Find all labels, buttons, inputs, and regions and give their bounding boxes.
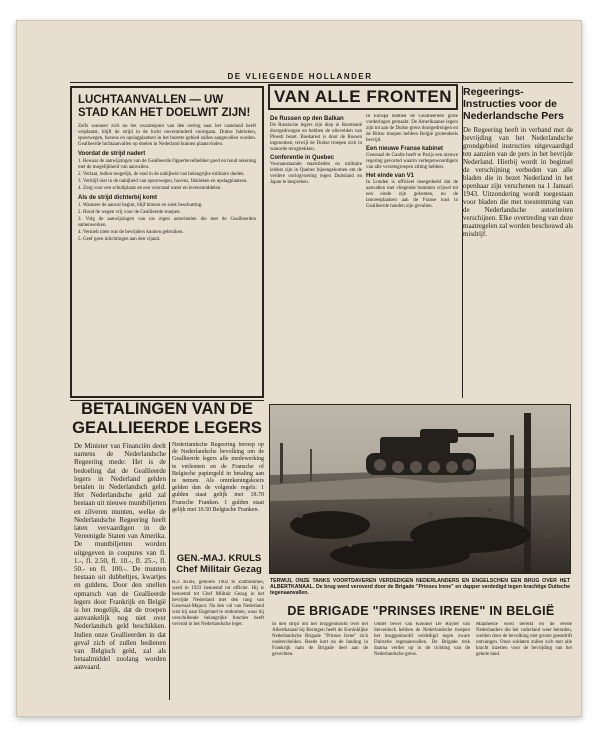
brigade-headline: DE BRIGADE "PRINSES IRENE" IN BELGIË: [287, 604, 555, 618]
tank-photo: [269, 404, 571, 574]
section2-list: [78, 203, 256, 243]
subheading: De Russen op den Balkan: [270, 116, 344, 122]
tank-photo-image: [270, 405, 571, 574]
kruls-headline: GEN.-MAJ. KRULS Chef Militair Gezag: [176, 553, 262, 575]
list-item: 2. Houd de wegen vrij voor de Geallieerde troepen.: [78, 210, 181, 215]
list-item: 1. Bewaar de aanwijzingen van de Geallieerde Opperbevelhebber goed en houd rekening met de mogelijkheid van aanvallen.: [78, 159, 256, 170]
list-item: 4. Vernielt niets wat de bevrijders kunnen gebruiken.: [78, 230, 184, 235]
list-item: 3. Volg de aanwijzingen van uw eigen autoriteiten die met de Geallieerden samenwerken.: [78, 217, 256, 228]
instructies-body: De Regeering heeft in verband met de bevrijding van het Nederlandsche grondgebied instructies uitgevaardigd ten aanzien van de pers in het bevrijde Nederland. Hierbij wordt in beginsel de verschijning verboden van alle bladen die in bezet Nederland in het openbaar zijn verschenen na 1 Januari 1943. Uitzondering wordt toegestaan voor bladen die met toestemming van de Nederlandsche autoriteiten verschijnen. Elke overtreding van deze maatregelen zal worden beschouwd als misdrijf.: [463, 126, 573, 238]
list-item: 1. Wanneer de aanval begint, blijf binnen en zoek beschutting.: [78, 203, 203, 208]
list-item: 3. Verblijf niet in de nabijheid van spoorwegen, havens, fabrieken en opslagplaatsen.: [78, 179, 248, 184]
fronten-col-1: [270, 114, 362, 400]
luchtaanvallen-headline: LUCHTAANVALLEN — UW STAD KAN HET DOELWIT ZIJN!: [78, 94, 251, 119]
photo-caption: TERWIJL ONZE TANKS VOORTDAVEREN VERDEDIGEN NEDERLANDERS EN ENGELSCHEN EEN BRUG OVER HET ALBERTKANAAL. De brug werd veroverd door de Brigade "Prinses Irene" en dapper verdedigd tegen krachtige Duitsche tegenaanvallen.: [270, 578, 570, 597]
paragraph: In Europa hebben de Geallieerden grote vorderingen gemaakt. De Amerikaanse legers zijn tot aan de Duitse grens doorgedrongen en de Britse troepen hebben België grotendeels bevrijd.: [366, 114, 458, 143]
paragraph: De Russische legers zijn diep in Roemenië doorgedrongen en hebben de olievelden van Ploesti bezet. Boekarest is door de Russen ingenomen, terwijl de Duitse troepen zich in wanorde terugtrekken.: [270, 123, 362, 152]
list-item: 4. Zorg voor een schuilplaats en een voorraad water en levensmiddelen.: [78, 186, 222, 191]
fronten-col-2: [366, 114, 458, 400]
section-title: Als de strijd dichterbij komt: [78, 195, 158, 201]
list-item: 5. Geef geen inlichtingen aan den vijand.: [78, 237, 161, 242]
instructies-headline: Regeerings-Instructies voor de Nederlandsche Pers: [463, 86, 564, 122]
fronten-headline: VAN ALLE FRONTEN: [268, 84, 458, 110]
kruls-body: H.J. Kruls, geboren 1902 te Zaltbommel, werd in 1923 benoemd tot officier. Hij is benoemd tot Chef Militair Gezag in het bevrijde Nederland met den rang van Generaal-Majoor. Na den val van Nederland wist hij naar Engeland te ontkomen, waar hij verschillende belangrijke functies heeft vervuld in het Nederlandsche leger.: [172, 580, 264, 627]
section1-list: [78, 159, 256, 192]
subheading: Een nieuwe Franse kabinet: [366, 146, 444, 152]
paragraph: Vooraanstaande staatslieden en militaire leiders zijn in Quebec bijeengekomen om de verdere oorlogvoering tegen Duitsland en Japan te bespreken.: [270, 162, 362, 185]
betalingen-headline: BETALINGEN VAN DE GEALLIEERDE LEGERS: [72, 400, 262, 437]
list-item: 2. Verlaat, indien mogelijk, de stad in de nabijheid van belangrijke militaire doelen.: [78, 172, 245, 177]
masthead-rule: [70, 82, 573, 83]
masthead: DE VLIEGENDE HOLLANDER: [227, 72, 373, 81]
brigade-col-2: Onder bevel van Kolonel De Ruyter van Steveninck hebben de Nederlandsche troepen het bruggenhoofd verdedigd tegen zware Duitsche tegenaanvallen. De Brigade trok daarna verder op in de richting van de Nederlandsche grens.: [374, 622, 470, 657]
paragraph: In Londen is officieel meegedeeld dat de aanvallen met vliegende bommen vrijwel tot een einde zijn gekomen, nu de lanceerplaatsen aan de Franse kust in Geallieerde handen zijn gevallen.: [366, 180, 458, 209]
instructies-article: [463, 86, 573, 398]
subheading: Het einde van V1: [366, 173, 415, 179]
betalingen-col-1: De Minister van Financiën deelt namens de Nederlandsche Regeering mede: Het is de bedoeling dat de Geallieerde legers in Nederland gelden betalen in Nederlandsch geld. Het Nederlandsche geld zal bestaan uit nieuwe muntbiljetten en zilveren munten, welke de Nederlandsche Regeering heeft laten vervaardigen in de Vereenigde Staten van Amerika. De muntbiljetten worden uitgegeven in coupures van fl. 1.-, fl. 2.50, fl. 10.-, fl. 25.-, fl. 50.- en fl. 100.-. De munten bestaan uit dubbeltjes, kwartjes en guldens. Door den snellen opmarsch van de Geallieerde legers door Frankrijk en België is het mogelijk, dat de troepen aanvankelijk nog niet over Nederlandsch geld beschikken. Indien onze Geallieerden in dat geval zich of zullen bedienen van Belgisch geld, zal als betaalmiddel zoolang worden aanvaard.: [74, 442, 166, 672]
subheading: Conferentie in Quebec: [270, 155, 335, 161]
luchtaanvallen-lead: Zelfs wanneer zich nu het zwaartepunt van den oorlog naar het vasteland heeft verplaatst, blijft de strijd in de lucht onverminderd voortgaan. Duitse fabrieken, spoorwegen, havens en opslagplaatsen in het bezette gebied zullen aangevallen worden. Geallieerde luchtaanvallen op doelen in Nederland kunnen plaatsvinden.: [78, 124, 256, 147]
column-rule: [169, 442, 170, 700]
section-title: Voordat de strijd nadert: [78, 151, 146, 157]
brigade-col-1: In den strijd om het bruggenhoofd over het Albertkanaal bij Beringen heeft de Koninklijke Nederlandsche Brigade "Prinses Irene" zich onderscheiden. Reeds kort na de landing in Frankrijk nam de Brigade deel aan de gevechten.: [272, 622, 368, 657]
paragraph: Generaal de Gaulle heeft te Parijs een nieuwe regering gevormd waarin vertegenwoordigers van alle verzetsgroepen zitting hebben.: [366, 153, 458, 170]
luchtaanvallen-article: [70, 86, 264, 398]
betalingen-col-2: Nederlandsche Regeering beroep op de Nederlandsche bevolking om de Geallieerde legers alle medewerking te verleenen en de Fransche of Belgische papiergeld in betaling aan te nemen. Als omrekeningskoers gelden dan de volgende regels: 1 gulden staat gelijk met 18.70 Fransche Franken. 1 gulden staat gelijk met 16.50 Belgische Franken.: [172, 442, 264, 513]
brigade-col-3: Maarheeze werd bereikt en de eerste Nederlanders die het vaderland weer betraden, werden door de bevolking met groote geestdrift ontvangen. Onze soldaten zullen zich met alle kracht inzetten voor de bevrijding van het gehele land.: [476, 622, 572, 657]
